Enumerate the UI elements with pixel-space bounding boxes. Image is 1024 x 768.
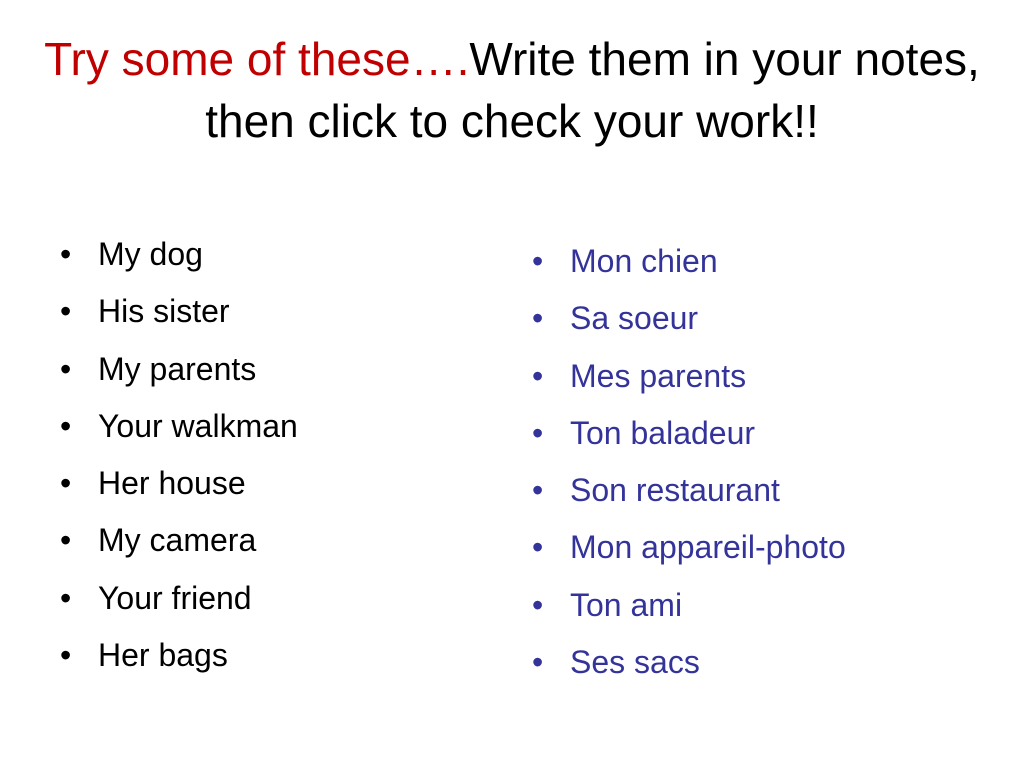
french-answer-item: • Ton baladeur bbox=[528, 405, 846, 462]
english-phrase-list bbox=[56, 226, 298, 684]
title-main-text: Write them in your notes, then click to check your work!! bbox=[205, 33, 980, 147]
slide-title bbox=[30, 28, 994, 152]
english-phrase-item: • Your walkman bbox=[56, 398, 298, 455]
english-phrase-item: • Her house bbox=[56, 455, 298, 512]
french-answer-item: • Mon chien bbox=[528, 233, 846, 290]
english-phrase-item: • Your friend bbox=[56, 570, 298, 627]
english-phrase-item: • My dog bbox=[56, 226, 298, 283]
english-phrase-item: • My camera bbox=[56, 512, 298, 569]
english-phrase-item: • Her bags bbox=[56, 627, 298, 684]
french-answer-item: • Mes parents bbox=[528, 348, 846, 405]
french-answer-item: • Ton ami bbox=[528, 577, 846, 634]
french-answer-item: • Son restaurant bbox=[528, 462, 846, 519]
english-phrase-item: • His sister bbox=[56, 283, 298, 340]
french-answer-item: • Ses sacs bbox=[528, 634, 846, 691]
french-answer-list bbox=[528, 233, 846, 691]
french-answer-item: • Sa soeur bbox=[528, 290, 846, 347]
french-answer-item: • Mon appareil-photo bbox=[528, 519, 846, 576]
english-phrase-item: • My parents bbox=[56, 341, 298, 398]
title-accent-text: Try some of these…. bbox=[44, 33, 470, 85]
